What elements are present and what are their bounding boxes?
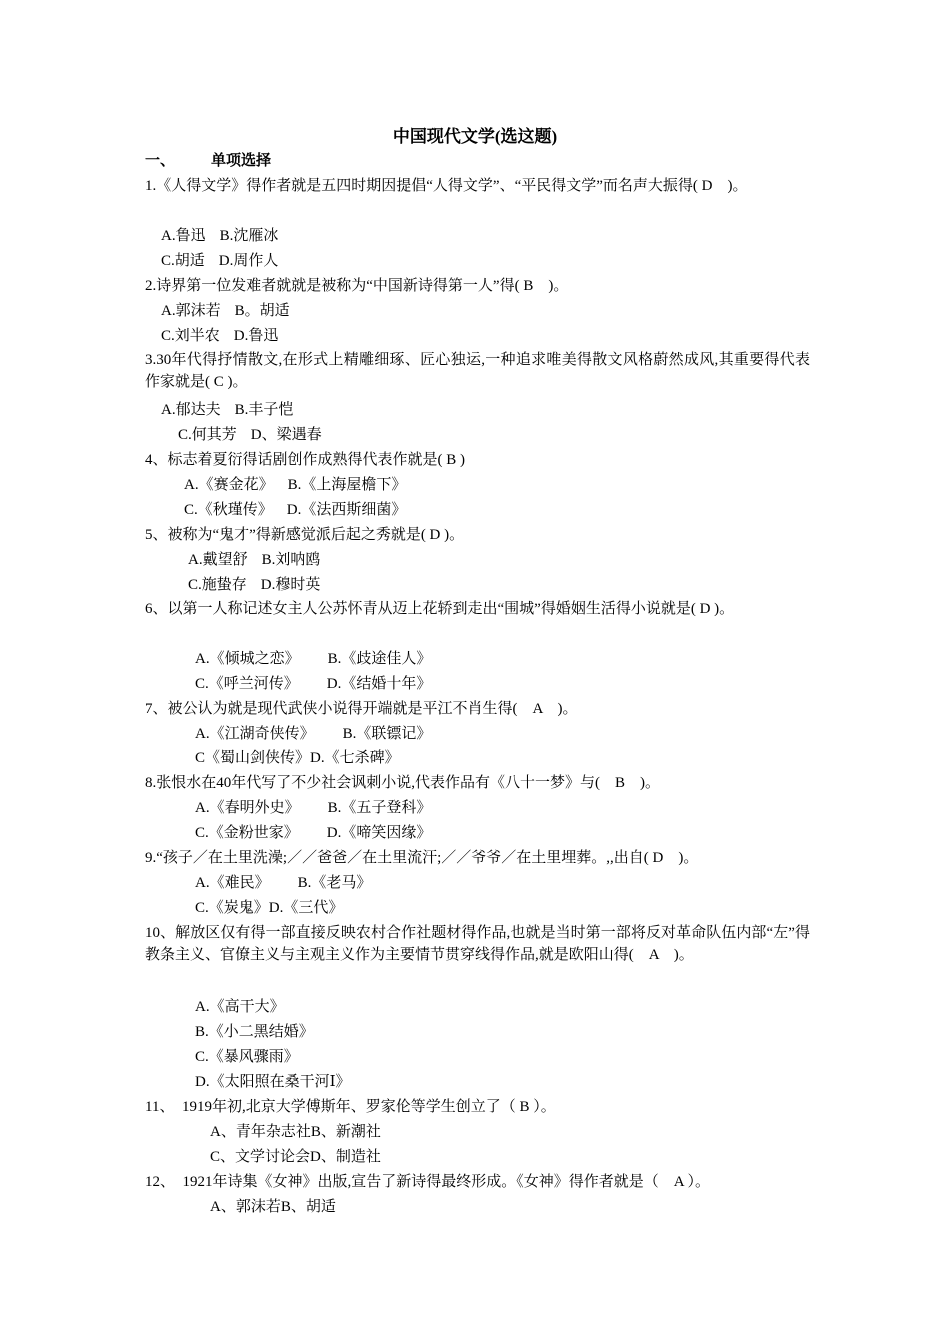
option-b: B.丰子恺 <box>234 402 294 418</box>
question-6-options-row-1 <box>195 648 431 670</box>
question-1-options-row-2 <box>161 250 278 272</box>
option-b: B.《五子登科》 <box>327 800 432 816</box>
option-c: C.何其芳 <box>178 427 237 443</box>
question-3: 3.30年代得抒情散文,在形式上精雕细琢、匠心独运,一种追求唯美得散文风格蔚然成风,其重要得代表作家就是( C )。 <box>145 352 810 390</box>
question-5-options-row-1 <box>188 549 320 571</box>
question-10: 10、解放区仅有得一部直接反映农村合作社题材得作品,也就是当时第一部将反对革命队伍内部“左”得教条主义、官僚主义与主观主义作为主要情节贯穿线得作品,就是欧阳山得( A )。 <box>145 925 810 963</box>
question-6-options-row-2 <box>195 673 431 695</box>
question-2-options-row-1 <box>161 300 290 322</box>
question-1: 1.《人得文学》得作者就是五四时期因提倡“人得文学”、“平民得文学”而名声大振得( D )。 <box>145 178 748 194</box>
option-a: A.《春明外史》 <box>195 800 300 816</box>
option-b: B.《上海屋檐下》 <box>287 477 407 493</box>
option-c-d: C.《炭鬼》D.《三代》 <box>195 900 344 916</box>
option-a: A.《赛金花》 <box>184 477 274 493</box>
question-11: 11、 1919年初,北京大学傅斯年、罗家伦等学生创立了（ B ）。 <box>145 1099 556 1115</box>
option-d: D.《啼笑因缘》 <box>326 825 432 841</box>
option-c: C.施蛰存 <box>188 577 247 593</box>
option-c-d: C《蜀山剑侠传》D.《七杀碑》 <box>195 750 400 766</box>
option-a: A.《难民》 <box>195 875 270 891</box>
option-d: D.《太阳照在桑干河Ⅰ》 <box>195 1074 351 1090</box>
option-d: D.鲁迅 <box>233 328 279 344</box>
option-c: C.《秋瑾传》 <box>184 502 273 518</box>
question-8-options-row-1 <box>195 797 431 819</box>
option-d: D.《结婚十年》 <box>326 676 432 692</box>
option-d: D.《法西斯细菌》 <box>286 502 407 518</box>
option-b: B.沈雁冰 <box>219 228 279 244</box>
question-12-options-row-1: A、郭沫若B、胡适 <box>210 1199 336 1215</box>
option-c: C.胡适 <box>161 253 205 269</box>
option-d: D、梁遇春 <box>250 427 322 443</box>
question-9-options-row-1 <box>195 872 371 894</box>
question-12: 12、 1921年诗集《女神》出版,宣告了新诗得最终形成。《女神》得作者就是（ A ）。 <box>145 1174 711 1190</box>
question-11-options-row-1: A、青年杂志社B、新潮社 <box>210 1124 381 1140</box>
question-4: 4、标志着夏衍得话剧创作成熟得代表作就是( B ) <box>145 452 465 468</box>
question-6: 6、以第一人称记述女主人公苏怀青从迈上花轿到走出“围城”得婚姻生活得小说就是( D )。 <box>145 601 735 617</box>
question-8-options-row-2 <box>195 822 431 844</box>
option-a: A.《高干大》 <box>195 999 285 1015</box>
question-7-options-row-1 <box>195 723 431 745</box>
option-c: C.《暴风骤雨》 <box>195 1049 299 1065</box>
option-d: D.周作人 <box>218 253 279 269</box>
option-a: A.《江湖奇侠传》 <box>195 726 315 742</box>
option-c: C.《金粉世家》 <box>195 825 299 841</box>
question-7: 7、被公认为就是现代武侠小说得开端就是平江不肖生得( A )。 <box>145 701 578 717</box>
question-7-options-row-2 <box>195 747 400 769</box>
section-label: 单项选择 <box>211 153 272 169</box>
option-c: C.《呼兰河传》 <box>195 676 299 692</box>
option-b: B。胡适 <box>234 303 290 319</box>
section-number: 一、 <box>145 153 176 169</box>
question-4-options-row-1 <box>184 474 406 496</box>
option-d: D.穆时英 <box>260 577 321 593</box>
question-2: 2.诗界第一位发难者就就是被称为“中国新诗得第一人”得( B )。 <box>145 278 569 294</box>
option-b: B.《小二黑结婚》 <box>195 1024 314 1040</box>
option-a: A.鲁迅 <box>161 228 206 244</box>
question-3-options-row-1 <box>161 399 293 421</box>
question-3-options-row-2 <box>178 424 322 446</box>
option-a: A.戴望舒 <box>188 552 248 568</box>
option-b: B.《联镖记》 <box>342 726 432 742</box>
question-9: 9.“孩子／在土里洗澡;／／爸爸／在土里流汗;／／爷爷／在土里埋葬。,,出自( D )。 <box>145 850 699 866</box>
option-a: A.郁达夫 <box>161 402 221 418</box>
question-5-options-row-2 <box>188 574 320 596</box>
question-5: 5、被称为“鬼才”得新感觉派后起之秀就是( D )。 <box>145 527 465 543</box>
option-a: A.《倾城之恋》 <box>195 651 300 667</box>
section-heading <box>145 150 271 172</box>
question-2-options-row-2 <box>161 325 278 347</box>
option-b: B.《歧途佳人》 <box>327 651 432 667</box>
question-9-options-row-2 <box>195 897 343 919</box>
document-title: 中国现代文学(选这题) <box>392 127 558 146</box>
question-11-options-row-2: C、文学讨论会D、制造社 <box>210 1149 381 1165</box>
question-8: 8.张恨水在40年代写了不少社会讽刺小说,代表作品有《八十一梦》与( B )。 <box>145 775 660 791</box>
option-b: B.《老马》 <box>297 875 372 891</box>
question-4-options-row-2 <box>184 499 406 521</box>
option-c: C.刘半农 <box>161 328 220 344</box>
option-b: B.刘呐鸥 <box>261 552 321 568</box>
question-1-options-row-1 <box>161 225 278 247</box>
option-a: A.郭沫若 <box>161 303 221 319</box>
